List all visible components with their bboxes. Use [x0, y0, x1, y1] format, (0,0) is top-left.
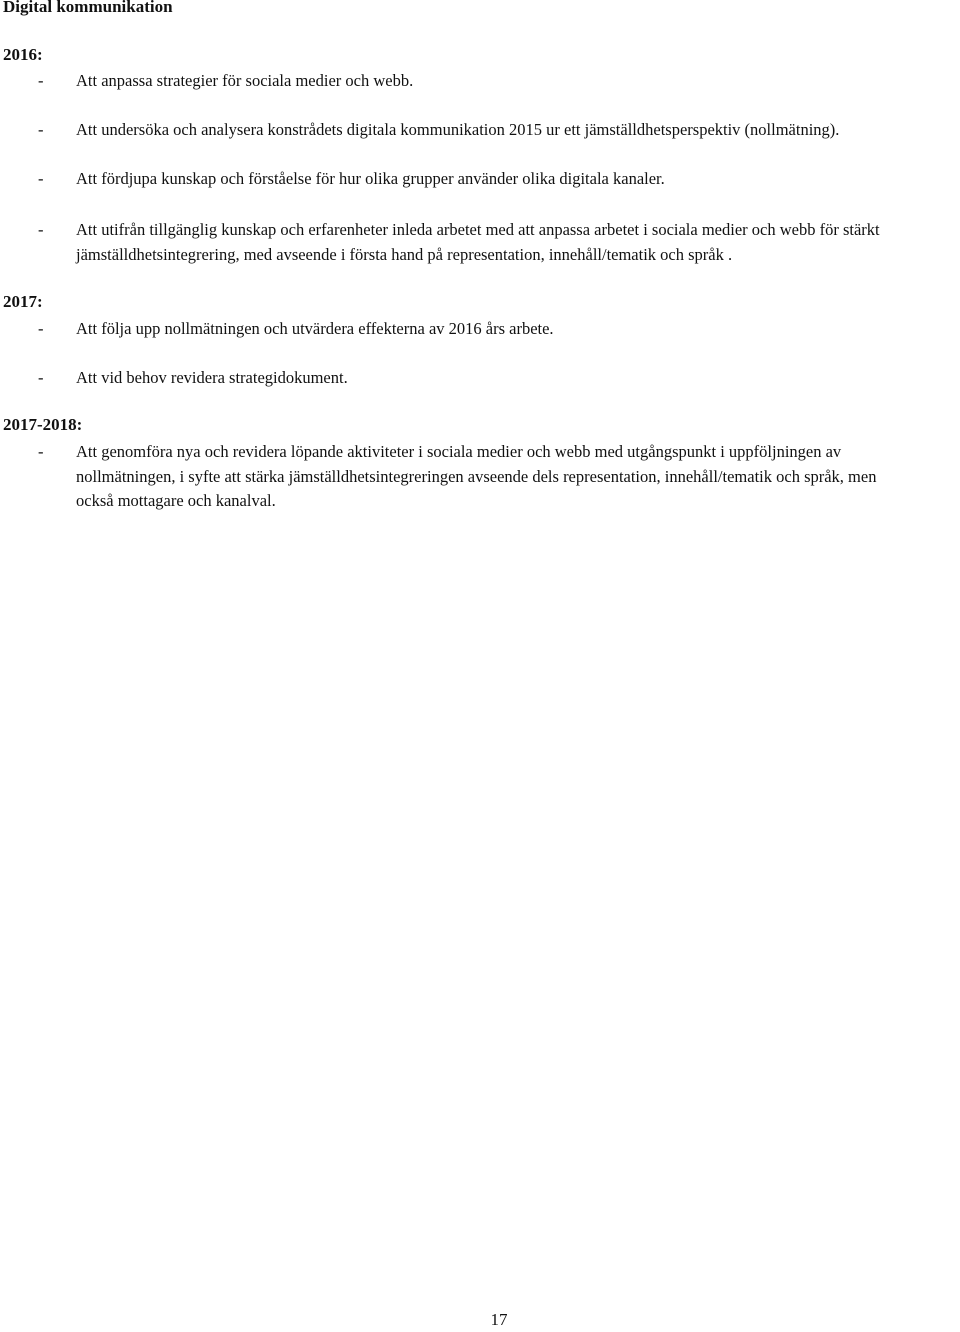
- bullet-dash: -: [38, 71, 44, 90]
- list-item-text: Att anpassa strategier för sociala medier och webb.: [76, 71, 414, 90]
- list-item-text: Att fördjupa kunskap och förståelse för hur olika grupper använder olika digitala kanaler.: [76, 169, 665, 188]
- list-item-text: Att utifrån tillgänglig kunskap och erfarenheter inleda arbetet med att anpassa arbetet i sociala medier och webb för stärkt jämställdhetsintegrering, med avseende i första hand på representation, innehåll/tematik och språk .: [76, 220, 880, 264]
- bullet-dash: -: [38, 319, 44, 338]
- list-item-text: Att genomföra nya och revidera löpande aktiviteter i sociala medier och webb med utgångspunkt i uppföljningen av nollmätningen, i syfte att stärka jämställdhetsintegreringen avseende dels representation, innehåll/tematik och språk, men också mottagare och kanalval.: [76, 442, 877, 510]
- bullet-dash: -: [38, 220, 44, 239]
- bullet-dash: -: [38, 120, 44, 139]
- section-heading-2017-2018: 2017-2018:: [3, 415, 83, 434]
- document-title: Digital kommunikation: [3, 0, 173, 16]
- section-heading-2017: 2017:: [3, 292, 43, 311]
- bullet-dash: -: [38, 368, 44, 387]
- list-item-text: Att följa upp nollmätningen och utvärdera effekterna av 2016 års arbete.: [76, 319, 554, 338]
- page-number: 17: [490, 1310, 508, 1329]
- list-item-text: Att vid behov revidera strategidokument.: [76, 368, 348, 387]
- bullet-dash: -: [38, 169, 44, 188]
- list-item-text: Att undersöka och analysera konstrådets digitala kommunikation 2015 ur ett jämställdhetsperspektiv (nollmätning).: [76, 120, 840, 139]
- bullet-dash: -: [38, 442, 44, 461]
- section-heading-2016: 2016:: [3, 45, 43, 64]
